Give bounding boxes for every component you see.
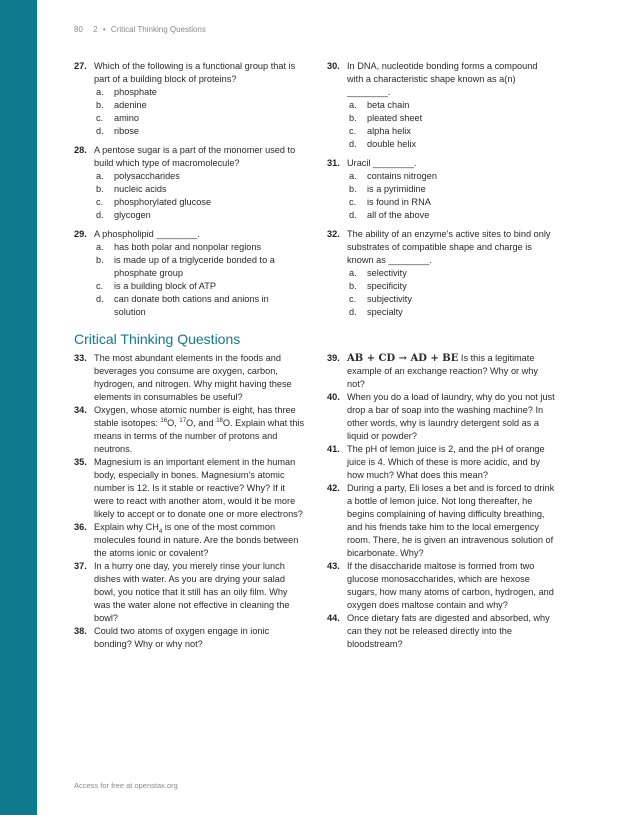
question-number: 43.: [327, 561, 340, 571]
option-text: is a pyrimidine: [367, 184, 426, 194]
option-text: has both polar and nonpolar regions: [114, 242, 262, 252]
question-body: [94, 228, 302, 319]
text-part: O. Explain what this means in terms of the number of protons and neutrons.: [94, 418, 305, 454]
isotope-16: 16: [160, 417, 168, 424]
answer-option: [349, 112, 555, 125]
option-letter: b.: [96, 184, 104, 194]
header-title: Critical Thinking Questions: [110, 25, 206, 34]
option-text: is found in RNA: [367, 197, 431, 207]
question-27: [74, 60, 302, 138]
option-letter: c.: [96, 197, 104, 207]
question-text: The ability of an enzyme's active sites to bind only substrates of compatible shape and charge is known as ________.: [347, 229, 551, 265]
question-text: Which of the following is a functional group that is part of a building block of proteins?: [94, 61, 296, 84]
option-letter: d.: [349, 210, 357, 220]
question-text: A pentose sugar is a part of the monomer used to build which type of macromolecule?: [94, 145, 296, 168]
question-35: [74, 456, 306, 521]
question-number: 36.: [74, 522, 87, 532]
option-text: phosphorylated glucose: [114, 197, 212, 207]
question-body: [347, 228, 555, 319]
question-text: The pH of lemon juice is 2, and the pH of orange juice is 4. Which of these is more acidic, and by how much? What does this mean?: [347, 444, 545, 480]
ct-left-column: [74, 352, 306, 651]
answer-option: [96, 254, 302, 280]
option-letter: c.: [96, 281, 104, 291]
question-37: [74, 560, 306, 625]
question-41: [327, 443, 557, 482]
question-39: [327, 352, 557, 391]
answer-option: [349, 125, 555, 138]
question-text: When you do a load of laundry, why do you not just drop a bar of soap into the washing machine? In other words, why is laundry detergent sold as a liquid or powder?: [347, 392, 555, 441]
mc-right-column: [327, 60, 555, 325]
isotope-18: 18: [216, 417, 223, 424]
question-number: 42.: [327, 483, 340, 493]
question-number: 29.: [74, 229, 87, 239]
answer-option: [96, 183, 302, 196]
answer-options: [94, 86, 302, 138]
option-letter: a.: [96, 242, 104, 252]
answer-option: [349, 209, 555, 222]
option-text: glycogen: [114, 210, 151, 220]
chapter-number: 2: [93, 25, 98, 34]
question-number: 28.: [74, 145, 87, 155]
page-header: [74, 25, 206, 34]
question-36: [74, 521, 306, 560]
question-43: [327, 560, 557, 612]
option-letter: a.: [96, 171, 104, 181]
answer-option: [349, 293, 555, 306]
option-letter: b.: [349, 113, 357, 123]
answer-option: [349, 196, 555, 209]
option-text: amino: [114, 113, 140, 123]
question-number: 39.: [327, 353, 340, 363]
answer-option: [96, 86, 302, 99]
option-text: pleated sheet: [367, 113, 423, 123]
question-text: In DNA, nucleotide bonding forms a compound with a characteristic shape known as a(n) ________.: [347, 61, 538, 97]
question-body: [347, 157, 555, 222]
question-text: A phospholipid ________.: [94, 229, 200, 239]
option-letter: d.: [349, 139, 357, 149]
text-part: O, and: [186, 418, 217, 428]
option-text: polysaccharides: [114, 171, 180, 181]
option-text: specialty: [367, 307, 403, 317]
option-letter: c.: [349, 197, 357, 207]
option-letter: b.: [96, 100, 104, 110]
text-part: O,: [167, 418, 180, 428]
question-28: [74, 144, 302, 222]
question-text: Uracil ________.: [347, 158, 417, 168]
answer-option: [96, 209, 302, 222]
question-text: If the disaccharide maltose is formed from two glucose monosaccharides, which are hexose sugars, how many atoms of carbon, hydrogen, and oxygen does maltose contain and why?: [347, 561, 554, 610]
option-text: specificity: [367, 281, 407, 291]
answer-option: [349, 170, 555, 183]
question-number: 33.: [74, 353, 87, 363]
answer-options: [94, 241, 302, 319]
option-text: subjectivity: [367, 294, 412, 304]
question-number: 30.: [327, 61, 340, 71]
option-text: selectivity: [367, 268, 407, 278]
question-number: 41.: [327, 444, 340, 454]
option-letter: d.: [349, 307, 357, 317]
option-text: adenine: [114, 100, 147, 110]
question-number: 31.: [327, 158, 340, 168]
text-part: Oxygen, whose atomic number is eight, has three stable isotopes:: [94, 405, 296, 428]
question-29: [74, 228, 302, 319]
option-text: contains nitrogen: [367, 171, 437, 181]
option-letter: a.: [349, 171, 357, 181]
question-number: 34.: [74, 405, 87, 415]
question-number: 27.: [74, 61, 87, 71]
question-number: 37.: [74, 561, 87, 571]
option-letter: d.: [96, 210, 104, 220]
answer-option: [96, 170, 302, 183]
answer-options: [347, 170, 555, 222]
question-40: [327, 391, 557, 443]
page-footer: Access for free at openstax.org: [74, 781, 178, 790]
question-text: In a hurry one day, you merely rinse your lunch dishes with water. As you are drying your salad bowl, you notice that it still has an oily film. Why was the water alone not effective in cleaning the bowl?: [94, 561, 290, 623]
option-text: is a building block of ATP: [114, 281, 216, 291]
question-33: [74, 352, 306, 404]
option-text: alpha helix: [367, 126, 411, 136]
page-number: 80: [74, 25, 83, 34]
ct-right-column: [327, 352, 557, 651]
answer-option: [349, 280, 555, 293]
option-text: all of the above: [367, 210, 430, 220]
option-text: beta chain: [367, 100, 410, 110]
option-letter: a.: [349, 268, 357, 278]
option-letter: d.: [96, 126, 104, 136]
answer-option: [349, 183, 555, 196]
option-letter: c.: [349, 294, 357, 304]
answer-option: [349, 306, 555, 319]
option-letter: a.: [349, 100, 357, 110]
question-number: 40.: [327, 392, 340, 402]
option-letter: b.: [349, 184, 357, 194]
equation: AB + CD → AD + BE: [347, 353, 459, 364]
question-text: [94, 521, 306, 560]
answer-options: [347, 99, 555, 151]
option-letter: b.: [96, 255, 104, 265]
answer-option: [349, 267, 555, 280]
answer-option: [96, 112, 302, 125]
question-32: [327, 228, 555, 319]
answer-option: [96, 196, 302, 209]
option-letter: a.: [96, 87, 104, 97]
text-part: Explain why CH: [94, 522, 159, 532]
answer-options: [347, 267, 555, 319]
option-text: ribose: [114, 126, 140, 136]
question-text: The most abundant elements in the foods and beverages you consume are oxygen, carbon, hydrogen, and nitrogen. Why might having these elements in consumables be useful?: [94, 353, 292, 402]
option-letter: b.: [349, 281, 357, 291]
answer-option: [96, 99, 302, 112]
option-letter: d.: [96, 294, 104, 304]
question-number: 35.: [74, 457, 87, 467]
option-letter: c.: [349, 126, 357, 136]
question-30: [327, 60, 555, 151]
text-part: Is this a legitimate example of an exchange reaction? Why or why not?: [347, 353, 538, 389]
option-text: nucleic acids: [114, 184, 167, 194]
answer-option: [349, 99, 555, 112]
question-31: [327, 157, 555, 222]
teal-sidebar: [0, 0, 37, 815]
question-text: Magnesium is an important element in the human body, especially in bones. Magnesium's atomic number is 12. Is it stable or reactive? Why? If it were to react with another atom, would it be more likely to accept or to donate one or more electrons?: [94, 457, 303, 519]
answer-option: [96, 241, 302, 254]
question-number: 38.: [74, 626, 87, 636]
option-text: double helix: [367, 139, 417, 149]
option-text: is made up of a triglyceride bonded to a phosphate group: [114, 255, 275, 278]
question-34: [74, 404, 306, 456]
answer-options: [94, 170, 302, 222]
section-title: Critical Thinking Questions: [74, 331, 241, 347]
question-38: [74, 625, 306, 651]
question-text: [347, 352, 557, 391]
question-44: [327, 612, 557, 651]
question-text: [94, 404, 306, 456]
question-body: [94, 144, 302, 222]
question-text: Could two atoms of oxygen engage in ionic bonding? Why or why not?: [94, 626, 270, 649]
option-text: phosphate: [114, 87, 157, 97]
question-text: Once dietary fats are digested and absorbed, why can they not be released directly into the bloodstream?: [347, 613, 550, 649]
option-text: can donate both cations and anions in solution: [114, 294, 269, 317]
question-body: [94, 60, 302, 138]
answer-option: [96, 293, 302, 319]
subscript: 4: [158, 528, 163, 535]
mc-left-column: [74, 60, 302, 325]
question-42: [327, 482, 557, 560]
text-part: is one of the most common molecules found in nature. Are the bonds between the atoms ionic or covalent?: [94, 522, 299, 558]
question-body: [347, 60, 555, 151]
answer-option: [349, 138, 555, 151]
question-number: 44.: [327, 613, 340, 623]
header-bullet: •: [102, 25, 106, 34]
answer-option: [96, 280, 302, 293]
question-number: 32.: [327, 229, 340, 239]
isotope-17: 17: [179, 417, 187, 424]
option-letter: c.: [96, 113, 104, 123]
question-text: During a party, Eli loses a bet and is forced to drink a bottle of lemon juice. Not long thereafter, he begins complaining of having difficulty breathing, and his friends take him to the local emergency room. There, he is given an intravenous solution of bicarbonate. Why?: [347, 483, 555, 558]
answer-option: [96, 125, 302, 138]
